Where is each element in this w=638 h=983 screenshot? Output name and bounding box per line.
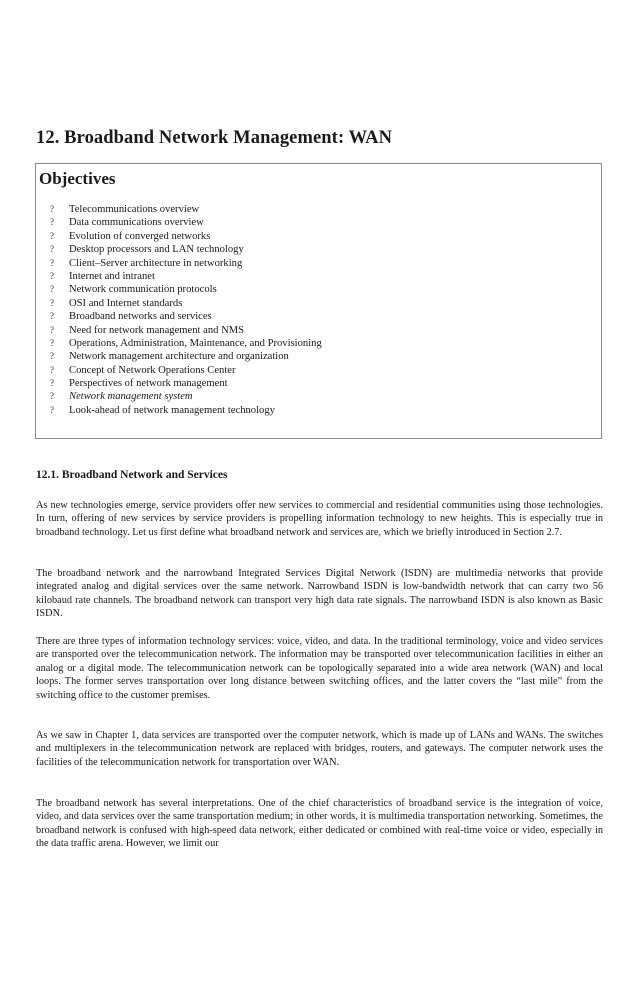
list-item: ? Broadband networks and services <box>50 311 212 323</box>
list-item: ? Operations, Administration, Maintenance, and Provisioning <box>50 337 322 349</box>
body-paragraph: There are three types of information technology services: voice, video, and data. In the traditional terminology, voice and video services are transported over the telecommunication network. The information may be transported over telecommunication facilities in either an analog or a digital mode. The telecommunication network can be topologically separated into a wide area network (WAN) and local loops. The former serves transportation over long distance between switching offices, and the latter covers the “last mile” from the switching office to the customer premises. <box>36 636 603 701</box>
bullet-icon: ? <box>50 297 54 308</box>
list-item: ? Evolution of converged networks <box>50 230 211 242</box>
bullet-icon: ? <box>50 244 54 255</box>
bullet-icon: ? <box>50 337 54 348</box>
body-paragraph: The broadband network has several interpretations. One of the chief characteristics of broadband service is the integration of voice, video, and data services over the same transportation medium; in other words, it is multimedia transportation networking. Sometimes, the broadband network is confused with high-speed data network, either dedicated or combined with real-time voice or video, especially in the data traffic arena. However, we limit our <box>36 798 603 850</box>
objectives-heading: Objectives <box>39 169 116 188</box>
list-item: ? OSI and Internet standards <box>50 297 183 309</box>
bullet-icon: ? <box>50 257 54 268</box>
chapter-title: 12. Broadband Network Management: WAN <box>36 128 393 148</box>
bullet-icon: ? <box>50 391 54 402</box>
list-item: ? Desktop processors and LAN technology <box>50 244 244 256</box>
body-paragraph: The broadband network and the narrowband Integrated Services Digital Network (ISDN) are multimedia networks that provide integrated analog and digital services over the same network. Narrowband ISDN is low-bandwidth network that can carry two 56 kilobaud rate channels. The broadband network can transport very high data rate signals. The narrowband ISDN is also known as Basic ISDN. <box>36 568 603 620</box>
list-item: ? Client–Server architecture in networking <box>50 257 243 269</box>
list-item: ? Look-ahead of network management technology <box>50 404 275 416</box>
bullet-icon: ? <box>50 230 54 241</box>
bullet-icon: ? <box>50 270 54 281</box>
list-item: ? Perspectives of network management <box>50 378 228 390</box>
bullet-icon: ? <box>50 404 54 415</box>
list-item: ? Data communications overview <box>50 217 204 229</box>
objectives-list <box>50 203 322 417</box>
list-item: ? Telecommunications overview <box>50 204 200 215</box>
bullet-icon: ? <box>50 324 54 335</box>
list-item: ? Internet and intranet <box>50 270 155 282</box>
list-item: ? Network management system <box>50 391 193 403</box>
list-item: ? Concept of Network Operations Center <box>50 364 236 376</box>
objectives-box <box>35 163 602 439</box>
bullet-icon: ? <box>50 284 54 295</box>
list-item: ? Need for network management and NMS <box>50 324 245 336</box>
bullet-icon: ? <box>50 378 54 389</box>
list-item: ? Network communication protocols <box>50 284 217 296</box>
bullet-icon: ? <box>50 364 54 375</box>
bullet-icon: ? <box>50 204 54 214</box>
body-paragraph: As new technologies emerge, service providers offer new services to commercial and residential communities using those technologies. In turn, offering of new services by service providers is propelling information technology to new heights. This is especially true in broadband technology. Let us first define what broadband network and services are, which we briefly introduced in Section 2.7. <box>36 500 603 538</box>
bullet-icon: ? <box>50 311 54 322</box>
bullet-icon: ? <box>50 351 54 362</box>
body-paragraph: As we saw in Chapter 1, data services are transported over the computer network, which is made up of LANs and WANs. The switches and multiplexers in the telecommunication network are replaced with bridges, routers, and gateways. The computer network uses the facilities of the telecommunication network for transportation over WAN. <box>36 730 603 768</box>
section-heading: 12.1. Broadband Network and Services <box>36 469 228 481</box>
bullet-icon: ? <box>50 217 54 228</box>
list-item: ? Network management architecture and organization <box>50 351 289 363</box>
